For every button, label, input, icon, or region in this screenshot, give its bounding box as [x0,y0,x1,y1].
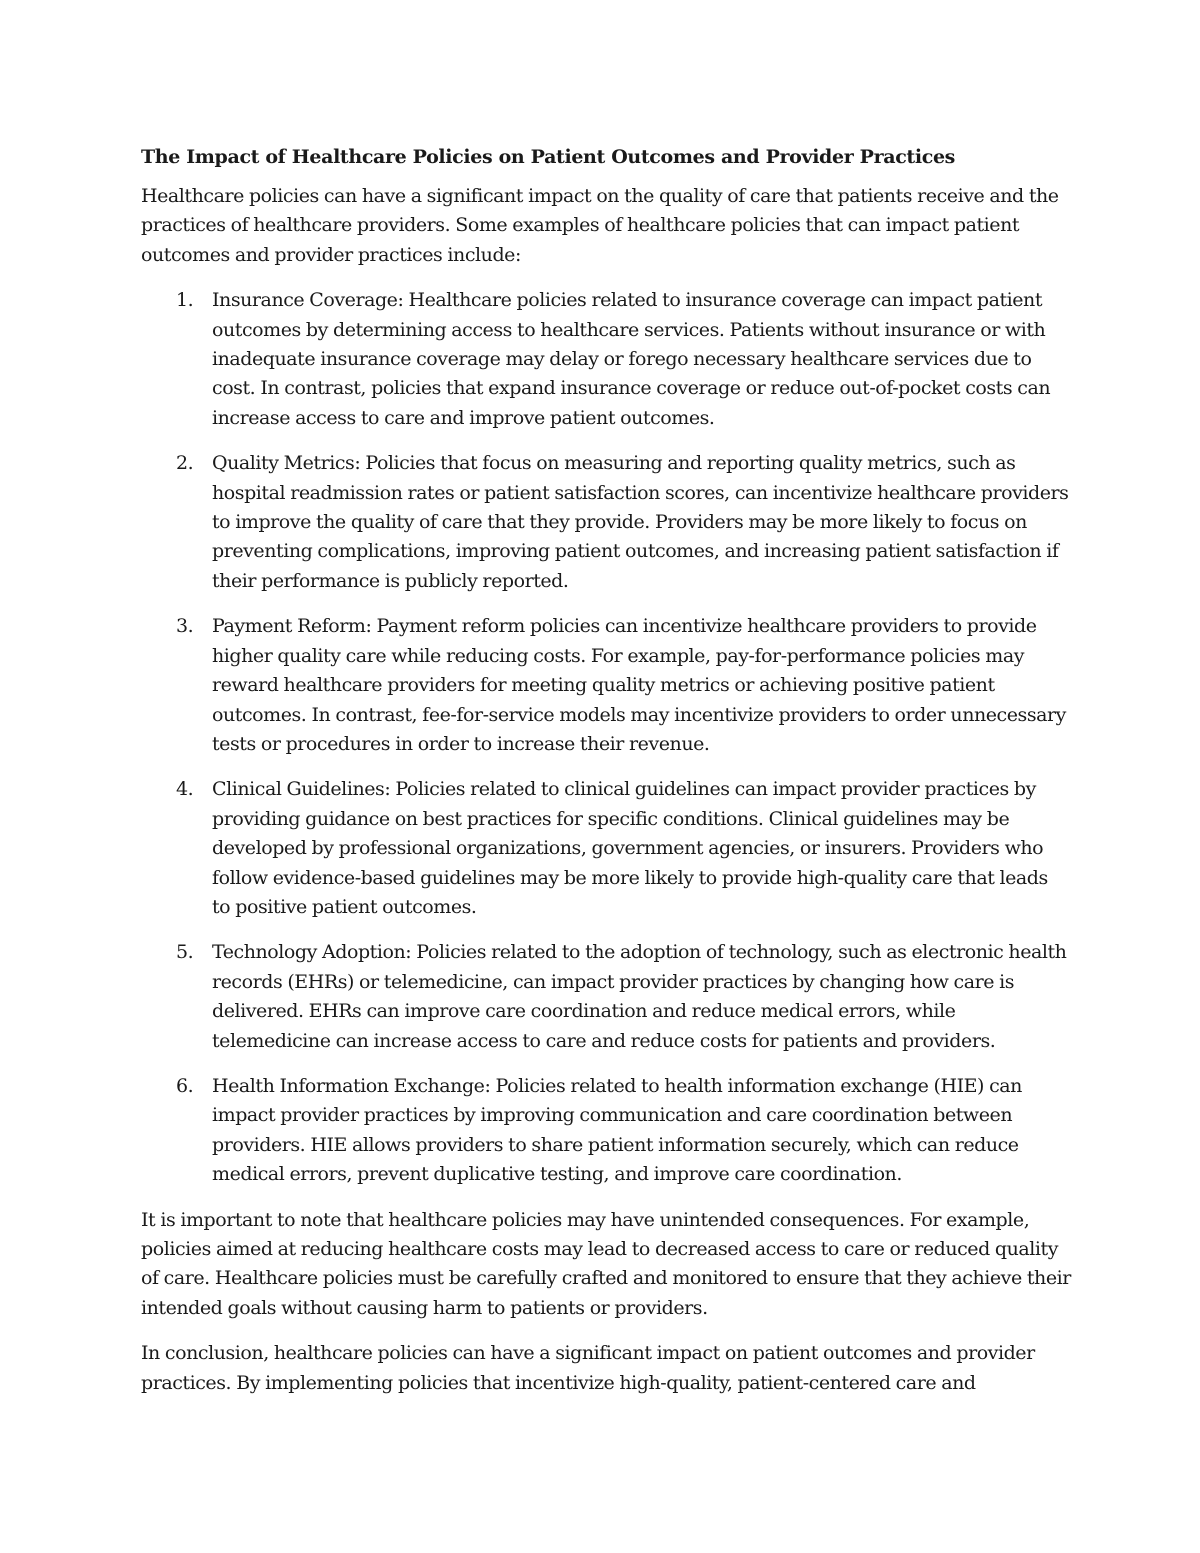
list-item-number: 1. [176,289,194,312]
list-item-number: 6. [176,1074,194,1097]
list-item-number: 3. [176,615,194,638]
list-item [141,1072,1071,1190]
document-body [141,142,1071,1414]
list-item [141,612,1071,759]
intro-paragraph: Healthcare policies can have a significant impact on the quality of care that patients receive and the practices of healthcare providers. Some examples of healthcare policies that can impact patient outcomes and provider practices include: [141,185,1059,266]
list-item-text: Quality Metrics: Policies that focus on measuring and reporting quality metrics, such as hospital readmission rates or patient satisfaction scores, can incentivize healthcare providers to improve the quality of care that they provide. Providers may be more likely to focus on preventing complications, improving patient outcomes, and increasing patient satisfaction if their performance is publicly reported. [212,452,1069,592]
list-item-text: Health Information Exchange: Policies related to health information exchange (HIE) can impact provider practices by improving communication and care coordination between providers. HIE allows providers to share patient information securely, which can reduce medical errors, prevent duplicative testing, and improve care coordination. [212,1074,1022,1186]
list-item-number: 4. [176,778,194,801]
list-item-text: Clinical Guidelines: Policies related to clinical guidelines can impact provider practices by providing guidance on best practices for specific conditions. Clinical guidelines may be developed by professional organizations, government agencies, or insurers. Providers who follow evidence-based guidelines may be more likely to provide high-quality care that leads to positive patient outcomes. [212,778,1048,918]
list-item-text: Technology Adoption: Policies related to the adoption of technology, such as electronic health records (EHRs) or telemedicine, can impact provider practices by changing how care is delivered. EHRs can improve care coordination and reduce medical errors, while telemedicine can increase access to care and reduce costs for patients and providers. [212,941,1067,1052]
list-item-text: Insurance Coverage: Healthcare policies related to insurance coverage can impact patient outcomes by determining access to healthcare services. Patients without insurance or with inadequate insurance coverage may delay or forego necessary healthcare services due to cost. In contrast, policies that expand insurance coverage or reduce out-of-pocket costs can increase access to care and improve patient outcomes. [212,289,1051,429]
list-item [141,449,1071,596]
policy-list [141,286,1071,1189]
list-item-text: Payment Reform: Payment reform policies can incentivize healthcare providers to provide higher quality care while reducing costs. For example, pay-for-performance policies may reward healthcare providers for meeting quality metrics or achieving positive patient outcomes. In contrast, fee-for-service models may incentivize providers to order unnecessary tests or procedures in order to increase their revenue. [212,615,1066,755]
unintended-consequences-paragraph: It is important to note that healthcare policies may have unintended consequences. For example, policies aimed at reducing healthcare costs may lead to decreased access to care or reduced quality of care. Healthcare policies must be carefully crafted and monitored to ensure that they achieve their intended goals without causing harm to patients or providers. [141,1208,1071,1319]
conclusion-paragraph: In conclusion, healthcare policies can have a significant impact on patient outcomes and provider practices. By implementing policies that incentivize high-quality, patient-centered care and [141,1342,1035,1394]
document-title: The Impact of Healthcare Policies on Patient Outcomes and Provider Practices [141,146,956,168]
list-item-number: 5. [176,941,194,964]
list-item [141,286,1071,433]
list-item [141,938,1071,1056]
list-item [141,775,1071,922]
list-item-number: 2. [176,452,194,475]
